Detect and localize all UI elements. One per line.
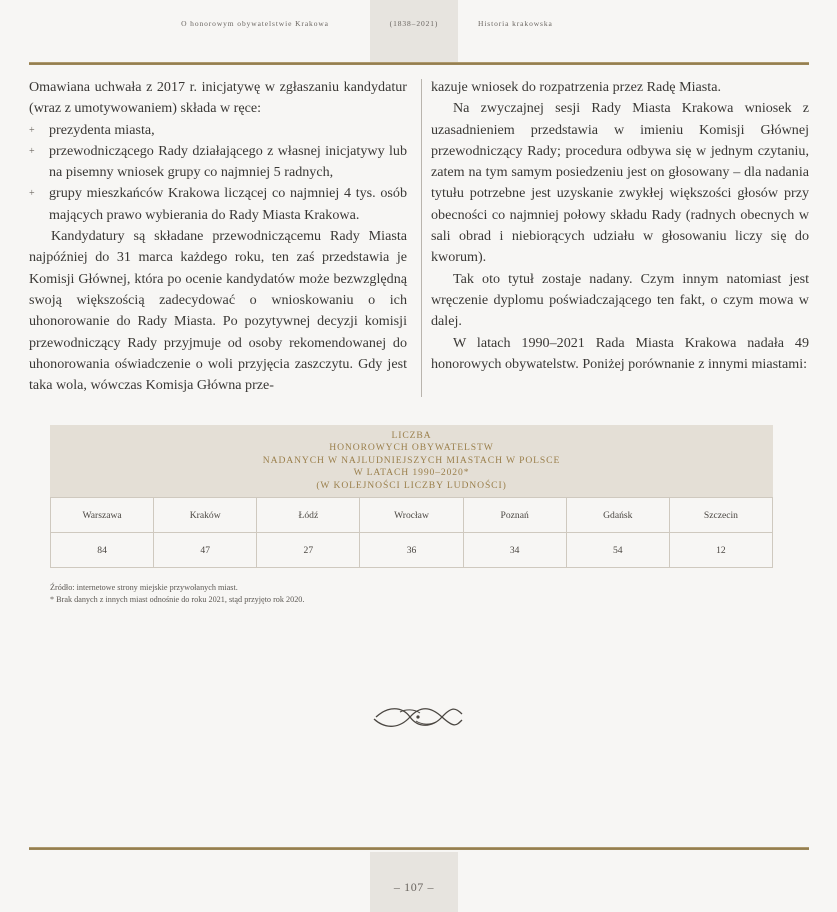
- table-header-line: (W KOLEJNOŚCI LICZBY LUDNOŚCI): [316, 479, 507, 491]
- table-sources: [50, 582, 773, 605]
- left-column: [29, 77, 407, 396]
- value-cell: 54: [566, 533, 669, 568]
- city-cell: Szczecin: [669, 498, 772, 533]
- value-cell: 27: [257, 533, 360, 568]
- city-cell: Poznań: [463, 498, 566, 533]
- value-cell: 36: [360, 533, 463, 568]
- comparison-paragraph: W latach 1990–2021 Rada Miasta Krakowa nadała 49 honorowych obywatelstw. Poniżej porównanie z innymi miastami:: [431, 334, 809, 372]
- right-column: [431, 77, 809, 375]
- page-number: – 107 –: [393, 880, 435, 894]
- footnote: * Brak danych z innych miast odnośnie do roku 2021, stąd przyjęto rok 2020.: [50, 594, 305, 604]
- table-header-line: LICZBA: [391, 429, 432, 441]
- value-cell: 84: [51, 533, 154, 568]
- bullet-item: + prezydenta miasta,: [49, 120, 407, 141]
- diploma-paragraph: Tak oto tytuł zostaje nadany. Czym innym natomiast jest wręczenie dyplomu poświadczającego ten fakt, o czym mowa w dalej.: [431, 270, 809, 330]
- running-head-center: (1838–2021): [389, 19, 439, 28]
- city-cell: Gdańsk: [566, 498, 669, 533]
- citizenship-table: [50, 425, 773, 568]
- city-cell: Wrocław: [360, 498, 463, 533]
- table-header-line: HONOROWYCH OBYWATELSTW: [329, 442, 494, 454]
- bullet-item: + grupy mieszkańców Krakowa liczącej co najmniej 4 tys. osób mających prawo wybierania do Rady Miasta Krakowa.: [49, 183, 407, 226]
- session-paragraph: Na zwyczajnej sesji Rady Miasta Krakowa wniosek z uzasadnieniem przedstawia w imieniu Komisji Głównej przewodniczący Rady; procedura odbywa się w jednym czytaniu, zatem na tym samym posiedzeniu jest on głosowany – dla nadania tytułu potrzebne jest uzyskanie zwykłej większości głosów przy obecności co najmniej połowy składu Rady (radnych obecnych w sali obrad i niebiorących udziału w głosowaniu liczy się do kworum).: [431, 100, 809, 266]
- continuation-paragraph: kazuje wniosek do rozpatrzenia przez Radę Miasta.: [431, 79, 721, 95]
- bottom-gold-rule: [29, 847, 809, 850]
- city-row: [51, 498, 773, 533]
- flourish-ornament-icon: [370, 700, 466, 734]
- intro-paragraph: Omawiana uchwała z 2017 r. inicjatywę w zgłaszaniu kandydatur (wraz z umotywowaniem) składa w ręce:: [29, 79, 407, 117]
- city-cell: Warszawa: [51, 498, 154, 533]
- city-cell: Kraków: [154, 498, 257, 533]
- table-header-line: NADANYCH W NAJLUDNIEJSZYCH MIASTACH W POLSCE: [262, 454, 561, 466]
- value-cell: 34: [463, 533, 566, 568]
- bullet-list: [29, 120, 407, 226]
- column-divider: [421, 79, 422, 397]
- source-note: Źródło: internetowe strony miejskie przywołanych miast.: [50, 583, 238, 592]
- table-header: [50, 425, 773, 497]
- text-columns: [29, 77, 809, 407]
- value-row: [51, 533, 773, 568]
- running-head-left: O honorowym obywatelstwie Krakowa: [181, 19, 329, 28]
- candidacy-paragraph: Kandydatury są składane przewodniczącemu Rady Miasta najpóźniej do 31 marca każdego roku, ten zaś przedstawia je Komisji Głównej, która po ocenie kandydatów może bezwzględną swoją większością zadecydować o wnioskowaniu o ich uhonorowanie do Rady Miasta. Po pozytywnej decyzji komisji przewodniczący Rady przyjmuje od osoby rekomendowanej do uhonorowania oświadczenie o woli przyjęcia zaszczytu. Gdy jest taka wola, wówczas Komisja Główna prze-: [29, 228, 407, 394]
- table-header-line: W LATACH 1990–2020*: [353, 467, 470, 479]
- table-grid: [50, 497, 773, 568]
- city-cell: Łódź: [257, 498, 360, 533]
- running-head: [0, 17, 837, 33]
- value-cell: 47: [154, 533, 257, 568]
- top-gold-rule: [29, 62, 809, 65]
- running-head-right: Historia krakowska: [478, 19, 553, 28]
- bullet-item: + przewodniczącego Rady działającego z własnej inicjatywy lub na pisemny wniosek grupy co najmniej 5 radnych,: [49, 141, 407, 184]
- value-cell: 12: [669, 533, 772, 568]
